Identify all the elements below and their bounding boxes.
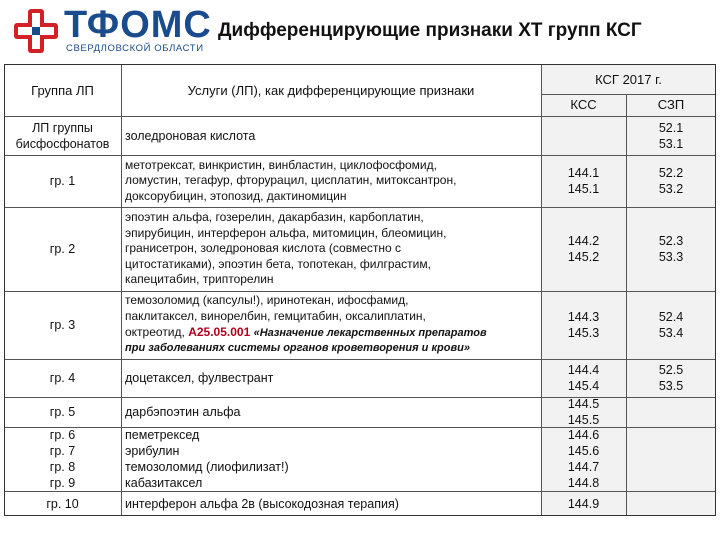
group-cell bbox=[4, 207, 121, 291]
slide-header bbox=[0, 0, 720, 62]
row-divider bbox=[541, 94, 716, 95]
group-cell-line: гр. 6 bbox=[49, 428, 76, 442]
group-cell bbox=[4, 155, 121, 207]
logo-subtitle: СВЕРДЛОВСКОЙ ОБЛАСТИ bbox=[66, 43, 204, 54]
slide-title: Дифференцирующие признаки ХТ групп КСГ bbox=[218, 20, 642, 41]
group-cell bbox=[4, 291, 121, 359]
szp-code-cell bbox=[626, 359, 716, 397]
services-cell bbox=[121, 155, 541, 207]
services-cell-line: интерферон альфа 2в (высокодозная терапия) bbox=[125, 496, 399, 511]
kss-code-cell-line: 145.6 bbox=[567, 444, 600, 458]
group-cell-line: гр. 1 bbox=[49, 174, 76, 188]
group-cell bbox=[4, 117, 121, 155]
group-cell-line: гр. 3 bbox=[49, 318, 76, 332]
services-cell-line: эпирубицин, интерферон альфа, митомицин, блеомицин, bbox=[125, 225, 447, 240]
header-kss: КСС bbox=[570, 97, 597, 112]
header-group: Группа ЛП bbox=[31, 83, 94, 98]
szp-code-cell-line: 53.2 bbox=[658, 182, 684, 196]
szp-code-cell-line: 52.2 bbox=[658, 166, 684, 180]
services-cell-line: капецитабин, трипторелин bbox=[125, 272, 274, 287]
group-cell-line: гр. 7 bbox=[49, 444, 76, 458]
services-cell-line: паклитаксел, винорелбин, гемцитабин, оксалиплатин, bbox=[125, 308, 426, 323]
services-cell bbox=[121, 291, 541, 359]
group-cell bbox=[4, 459, 121, 475]
services-cell-line: ломустин, тегафур, фторурацил, цисплатин, митоксантрон, bbox=[125, 173, 457, 188]
services-cell-line: метотрексат, винкристин, винбластин, циклофосфомид, bbox=[125, 157, 437, 172]
kss-code-cell-line: 145.4 bbox=[567, 379, 600, 393]
szp-code-cell-line: 53.4 bbox=[658, 326, 684, 340]
kss-code-cell-line: 144.9 bbox=[567, 496, 600, 511]
services-cell-line: темозоломид (лиофилизат!) bbox=[125, 460, 289, 474]
szp-code-cell-line: 52.4 bbox=[658, 310, 684, 324]
szp-code-cell-line: 53.5 bbox=[658, 379, 684, 393]
kss-code-cell-line: 145.3 bbox=[567, 326, 600, 340]
services-cell bbox=[121, 207, 541, 291]
szp-code-cell-line: 52.3 bbox=[658, 234, 684, 248]
group-cell-line: гр. 10 bbox=[46, 496, 79, 511]
services-cell bbox=[121, 443, 541, 459]
szp-code-cell-line: 52.5 bbox=[658, 363, 684, 377]
services-cell-line: кабазитаксел bbox=[125, 476, 203, 490]
services-cell-line: цитостатиками), эпоэтин бета, топотекан, филграстим, bbox=[125, 256, 431, 271]
kss-code-cell-line: 144.3 bbox=[567, 310, 600, 324]
header-services: Услуги (ЛП), как дифференцирующие признаки bbox=[187, 83, 475, 98]
group-cell-line: гр. 4 bbox=[49, 371, 76, 385]
group-cell bbox=[4, 491, 121, 516]
service-note: «Назначение лекарственных препаратов bbox=[253, 326, 487, 339]
kss-code-cell bbox=[541, 427, 626, 443]
group-cell-line: ЛП группы bbox=[32, 121, 93, 135]
services-cell-line: золедроновая кислота bbox=[125, 129, 256, 143]
kss-code-cell-line: 144.8 bbox=[567, 476, 600, 490]
szp-code-cell bbox=[626, 117, 716, 155]
kss-code-cell-line: 145.1 bbox=[567, 182, 600, 196]
services-cell-line: эрибулин bbox=[125, 444, 180, 458]
kss-code-cell-line: 144.7 bbox=[567, 460, 600, 474]
group-cell bbox=[4, 475, 121, 491]
logo-name: ТФОМС bbox=[64, 4, 212, 46]
kss-code-cell bbox=[541, 359, 626, 397]
ksg-differentiation-table bbox=[4, 64, 716, 516]
services-cell-line: эпоэтин альфа, гозерелин, дакарбазин, карбоплатин, bbox=[125, 210, 424, 225]
services-cell-line: октреотид, А25.05.001 «Назначение лекарственных препаратов bbox=[125, 324, 487, 339]
group-cell bbox=[4, 359, 121, 397]
services-cell bbox=[121, 427, 541, 443]
kss-code-cell-line: 144.4 bbox=[567, 363, 600, 377]
kss-code-cell-line: 145.5 bbox=[567, 413, 600, 427]
kss-code-cell bbox=[541, 443, 626, 459]
kss-code-cell-line: 144.2 bbox=[567, 234, 600, 248]
services-cell bbox=[121, 459, 541, 475]
group-cell-line: бисфосфонатов bbox=[15, 137, 110, 151]
szp-code-cell-line: 53.3 bbox=[658, 250, 684, 264]
kss-code-cell bbox=[541, 475, 626, 491]
szp-code-cell bbox=[626, 207, 716, 291]
services-cell bbox=[121, 117, 541, 155]
kss-code-cell bbox=[541, 291, 626, 359]
header-ksg: КСГ 2017 г. bbox=[595, 72, 662, 87]
group-cell-line: гр. 5 bbox=[49, 405, 76, 419]
services-cell bbox=[121, 491, 541, 516]
kss-code-cell-line: 144.1 bbox=[567, 166, 600, 180]
szp-code-cell bbox=[626, 291, 716, 359]
kss-code-cell-line: 145.2 bbox=[567, 250, 600, 264]
group-cell-line: гр. 2 bbox=[49, 242, 76, 256]
kss-code-cell bbox=[541, 491, 626, 516]
group-cell-line: гр. 8 bbox=[49, 460, 76, 474]
kss-code-cell-line: 144.5 bbox=[567, 397, 600, 411]
group-cell bbox=[4, 427, 121, 443]
kss-code-cell bbox=[541, 207, 626, 291]
services-cell-line: гранисетрон, золедроновая кислота (совместно с bbox=[125, 241, 402, 256]
services-cell-line: доцетаксел, фулвестрант bbox=[125, 371, 274, 385]
group-cell-line: гр. 9 bbox=[49, 476, 76, 490]
tfoms-logo bbox=[8, 5, 210, 61]
kss-code-cell bbox=[541, 459, 626, 475]
kss-code-cell bbox=[541, 397, 626, 427]
services-cell bbox=[121, 359, 541, 397]
services-cell-line: пеметрексед bbox=[125, 428, 200, 442]
group-cell bbox=[4, 397, 121, 427]
service-note: при заболеваниях системы органов кроветворения и крови» bbox=[125, 342, 470, 355]
szp-code-cell-line: 53.1 bbox=[658, 137, 684, 151]
szp-code-cell bbox=[626, 155, 716, 207]
services-cell-line: темозоломид (капсулы!), иринотекан, ифосфамид, bbox=[125, 293, 409, 308]
services-cell bbox=[121, 397, 541, 427]
kss-code-cell bbox=[541, 155, 626, 207]
medical-cross-icon bbox=[13, 8, 59, 54]
szp-code-cell-line: 52.1 bbox=[658, 121, 684, 135]
header-szp: СЗП bbox=[657, 97, 685, 112]
group-cell bbox=[4, 443, 121, 459]
services-cell-line: доксорубицин, этопозид, дактиномицин bbox=[125, 188, 347, 203]
services-cell-line: дарбэпоэтин альфа bbox=[125, 405, 241, 419]
services-cell bbox=[121, 475, 541, 491]
kss-code-cell-line: 144.6 bbox=[567, 428, 600, 442]
service-code: А25.05.001 bbox=[184, 324, 254, 339]
